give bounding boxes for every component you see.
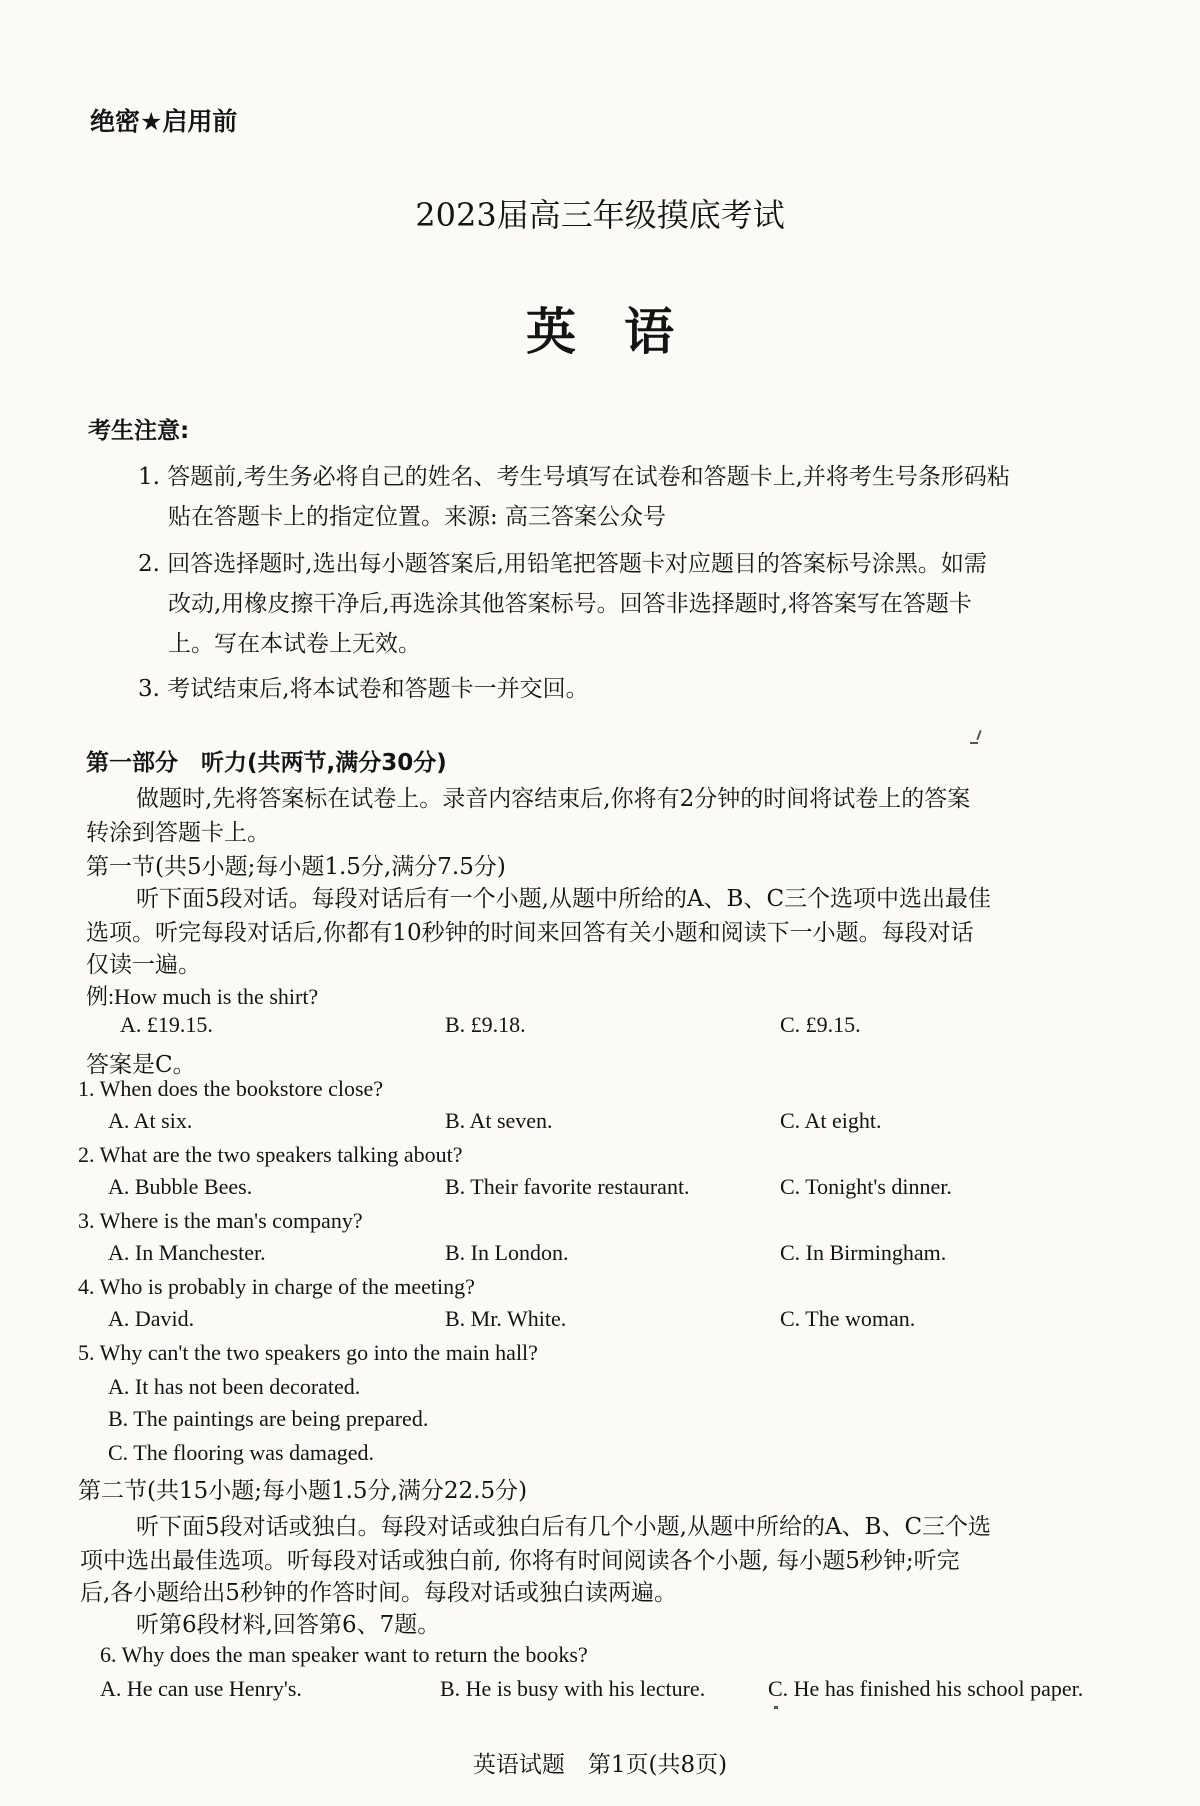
question-3-option-b: B. In London. (445, 1240, 569, 1265)
section2-material: 听第6段材料,回答第6、7题。 (136, 1612, 441, 1638)
question-1-option-c: C. At eight. (780, 1108, 882, 1133)
question-4-option-a: A. David. (108, 1306, 195, 1331)
scan-speck (774, 1706, 778, 1709)
question-5-option-b: B. The paintings are being prepared. (108, 1406, 429, 1431)
section1-intro-line-3: 仅读一遍。 (86, 952, 201, 978)
confidential-label: 绝密★启用前 (90, 107, 238, 136)
notice-item-2-line-2: 改动,用橡皮擦干净后,再选涂其他答案标号。回答非选择题时,将答案写在答题卡 (168, 591, 972, 617)
section1-intro-line-2: 选项。听完每段对话后,你都有10秒钟的时间来回答有关小题和阅读下一小题。每段对话 (86, 920, 974, 946)
part1-intro-line-1: 做题时,先将答案标在试卷上。录音内容结束后,你将有2分钟的时间将试卷上的答案 (136, 786, 971, 812)
page-footer: 英语试题 第1页(共8页) (472, 1752, 728, 1778)
example-option-c: C. £9.15. (780, 1012, 861, 1037)
question-4-option-c: C. The woman. (780, 1306, 916, 1331)
notice-item-3-line-1: 3. 考试结束后,将本试卷和答题卡一并交回。 (138, 676, 589, 702)
scan-speck (970, 742, 978, 744)
section2-intro-line-3: 后,各小题给出5秒钟的作答时间。每段对话或独白读两遍。 (80, 1580, 677, 1606)
question-2: 2. What are the two speakers talking about? (78, 1142, 463, 1167)
question-4-option-b: B. Mr. White. (445, 1306, 567, 1331)
question-2-option-a: A. Bubble Bees. (108, 1174, 253, 1199)
notice-heading: 考生注意: (88, 418, 190, 444)
section1-intro-line-1: 听下面5段对话。每段对话后有一个小题,从题中所给的A、B、C三个选项中选出最佳 (136, 886, 992, 912)
example-answer: 答案是C。 (86, 1052, 196, 1078)
question-3-option-c: C. In Birmingham. (780, 1240, 947, 1265)
question-5-option-c: C. The flooring was damaged. (108, 1440, 374, 1465)
section2-intro-line-1: 听下面5段对话或独白。每段对话或独白后有几个小题,从题中所给的A、B、C三个选 (136, 1514, 992, 1540)
part1-intro-line-2: 转涂到答题卡上。 (86, 820, 270, 846)
question-1: 1. When does the bookstore close? (78, 1076, 384, 1101)
question-6-option-b: B. He is busy with his lecture. (440, 1676, 706, 1701)
question-6: 6. Why does the man speaker want to return the books? (100, 1642, 588, 1667)
section1-heading: 第一节(共5小题;每小题1.5分,满分7.5分) (86, 854, 506, 880)
example-question: 例:How much is the shirt? (86, 984, 319, 1009)
section2-heading: 第二节(共15小题;每小题1.5分,满分22.5分) (78, 1478, 528, 1504)
example-option-a: A. £19.15. (120, 1012, 213, 1037)
notice-item-1-line-2: 贴在答题卡上的指定位置。来源: 高三答案公众号 (168, 504, 667, 530)
part1-heading: 第一部分 听力(共两节,满分30分) (86, 750, 447, 776)
question-4: 4. Who is probably in charge of the meeting? (78, 1274, 475, 1299)
question-6-option-a: A. He can use Henry's. (100, 1676, 302, 1701)
section2-intro-line-2: 项中选出最佳选项。听每段对话或独白前, 你将有时间阅读各个小题, 每小题5秒钟;听完 (80, 1548, 960, 1574)
question-3: 3. Where is the man's company? (78, 1208, 363, 1233)
notice-item-1-line-1: 1. 答题前,考生务必将自己的姓名、考生号填写在试卷和答题卡上,并将考生号条形码粘 (138, 464, 1010, 490)
scan-speck (976, 730, 981, 740)
notice-item-2-line-3: 上。写在本试卷上无效。 (168, 631, 421, 657)
question-1-option-a: A. At six. (108, 1108, 193, 1133)
question-6-option-c: C. He has finished his school paper. (768, 1676, 1084, 1701)
notice-item-2-line-1: 2. 回答选择题时,选出每小题答案后,用铅笔把答题卡对应题目的答案标号涂黑。如需 (138, 551, 987, 577)
exam-title: 2023届高三年级摸底考试 (415, 196, 785, 234)
question-2-option-c: C. Tonight's dinner. (780, 1174, 952, 1199)
question-2-option-b: B. Their favorite restaurant. (445, 1174, 690, 1199)
question-5: 5. Why can't the two speakers go into the main hall? (78, 1340, 538, 1365)
example-option-b: B. £9.18. (445, 1012, 526, 1037)
question-1-option-b: B. At seven. (445, 1108, 553, 1133)
question-3-option-a: A. In Manchester. (108, 1240, 266, 1265)
subject-title: 英语 (526, 303, 722, 361)
question-5-option-a: A. It has not been decorated. (108, 1374, 361, 1399)
